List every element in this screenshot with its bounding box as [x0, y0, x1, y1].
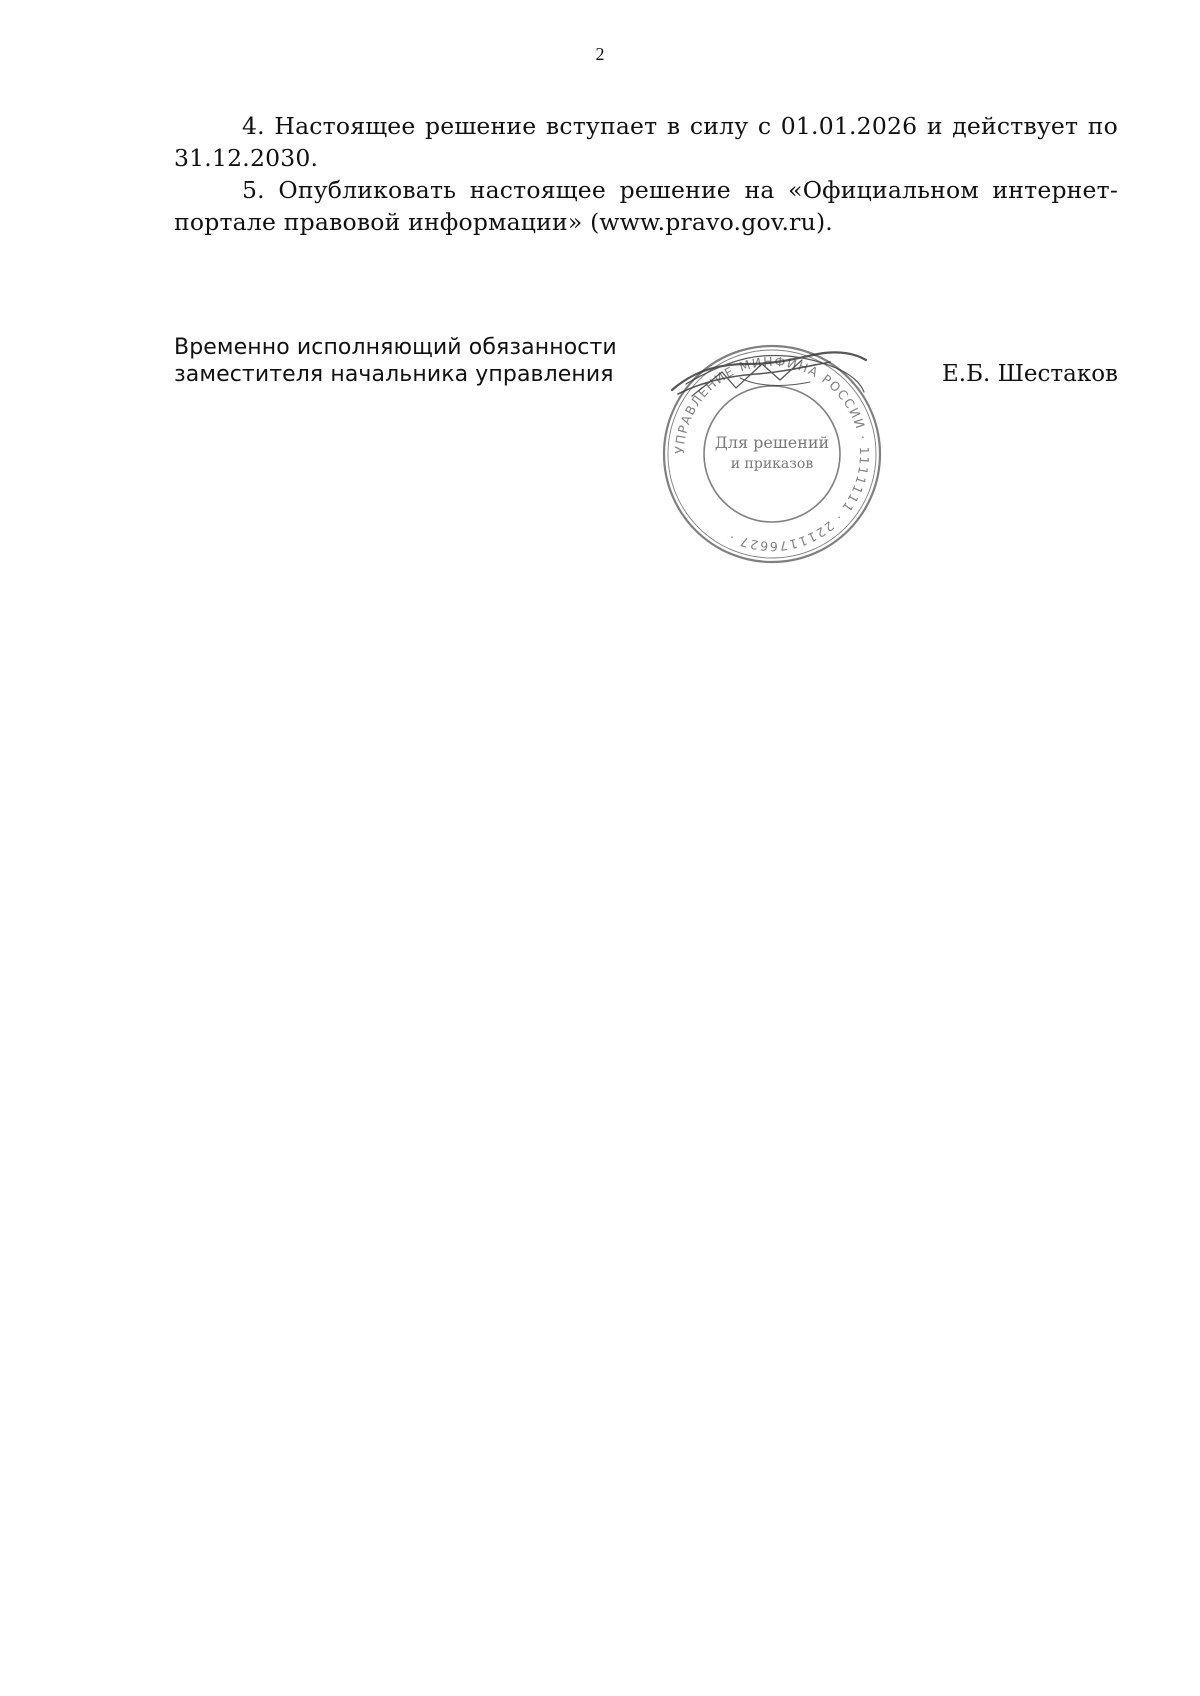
- stamp-inner-line-1: Для решений: [714, 433, 830, 452]
- official-stamp: [652, 334, 892, 574]
- signer-name: Е.Б. Шестаков: [942, 361, 1118, 387]
- stamp-seal-graphic: [652, 334, 892, 574]
- paragraph-5: 5. Опубликовать настоящее решение на «Официальном интернет-портале правовой информации» (www.pravo.gov.ru).: [174, 176, 1118, 236]
- stamp-inner-line-2: и приказов: [730, 456, 814, 472]
- signer-position: [174, 334, 617, 388]
- paragraph-4: 4. Настоящее решение вступает в силу с 01.01.2026 и действует по 31.12.2030.: [174, 112, 1118, 172]
- stamp-outer-text: УПРАВЛЕНИЕ МИНФИНА РОССИИ · 1111111 · 2211176627 ·: [671, 353, 873, 555]
- signer-position-line-2: заместителя начальника управления: [174, 362, 614, 387]
- signature-block: [174, 334, 1118, 574]
- document-body: [174, 110, 1118, 238]
- signer-position-line-1: Временно исполняющий обязанности: [174, 335, 617, 360]
- page-number: 2: [595, 44, 605, 64]
